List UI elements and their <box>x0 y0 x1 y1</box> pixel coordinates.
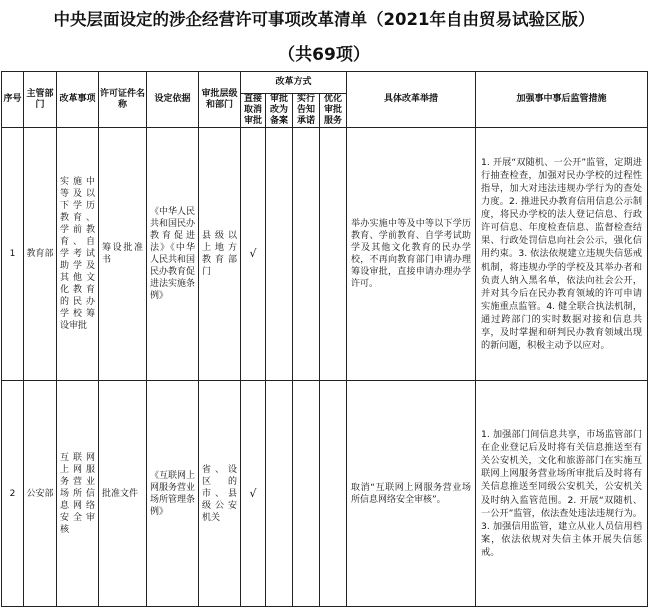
row-measures: 取消“互联网上网服务营业场所信息网络安全审核”。 <box>347 381 476 607</box>
row-to-filing <box>266 128 293 381</box>
header-optimize-service: 优化审批服务 <box>320 94 347 128</box>
header-direct-cancel: 直接取消审批 <box>241 94 266 128</box>
row-to-filing <box>266 381 293 607</box>
header-approval: 审批层级和部门 <box>199 72 241 128</box>
document-subtitle: （共69项） <box>278 45 370 65</box>
header-item: 改革事项 <box>57 72 99 128</box>
row-approval: 县级以上地方教育部门 <box>199 128 241 381</box>
row-optimize-service <box>320 381 347 607</box>
row-supervision: 1. 开展“双随机、一公开”监管，定期进行抽查检查，加强对民办学校的过程性指导，加大对违法违规办学行为的查处力度。2. 推进民办教育信用信息公示制度，将民办学校的法人登记信息、行政许可信息、年度检查信息、监督检查结果、行政处罚信息向社会公示，强化信用约束。3. 依法依规建立违规失信惩戒机制，将违规办学的学校及其举办者和负责人纳入黑名单，依法向社会公开，并对其今后在民办教育领域的许可申请实施重点监管。4. 健全联合执法机制，通过跨部门的实时数据对接和信息共享，及时掌握和研判民办教育领域出现的新问题，积极主动予以应对。 <box>476 128 648 381</box>
row-optimize-service <box>320 128 347 381</box>
header-seq: 序号 <box>2 72 24 128</box>
row-item: 实施中等及以下学历教育、学前教育、自学考试助学及其他文化教育的民办学校筹设审批 <box>57 128 99 381</box>
row-supervision: 1. 加强部门间信息共享，市场监管部门在企业登记后及时将有关信息推送至有关公安机关，文化和旅游部门在实施互联网上网服务营业场所审批后及时将有关信息推送至同级公安机关，公安机关及时纳入监管范围。2. 开展“双随机、一公开”监管，依法查处违法违规行为。3. 加强信用监管，建立从业人员信用档案，依法依规对失信主体开展失信惩戒。 <box>476 381 648 607</box>
row-notify-commit <box>293 381 320 607</box>
check-mark-icon: √ <box>241 128 266 381</box>
row-seq: 2 <box>2 381 24 607</box>
row-seq: 1 <box>2 128 24 381</box>
header-basis: 设定依据 <box>147 72 199 128</box>
header-measures: 具体改革举措 <box>347 72 476 128</box>
header-dept: 主管部门 <box>24 72 57 128</box>
row-measures: 举办实施中等及中等以下学历教育、学前教育、自学考试助学及其他文化教育的民办学校，不再向教育部门申请办理筹设审批，直接申请办理办学许可。 <box>347 128 476 381</box>
header-license: 许可证件名称 <box>99 72 147 128</box>
header-row-1 <box>2 72 648 94</box>
row-basis: 《互联网上网服务营业场所管理条例》 <box>147 381 199 607</box>
header-to-filing: 审批改为备案 <box>266 94 293 128</box>
header-notify-commit: 实行告知承诺 <box>293 94 320 128</box>
table-row <box>2 381 648 607</box>
reform-table <box>1 71 648 607</box>
row-basis: 《中华人民共和国民办教育促进法》《中华人民共和国民办教育促进法实施条例》 <box>147 128 199 381</box>
header-reform-group: 改革方式 <box>241 72 347 94</box>
row-dept: 教育部 <box>24 128 57 381</box>
row-license: 筹设批准书 <box>99 128 147 381</box>
header-supervision: 加强事中事后监管措施 <box>476 72 648 128</box>
row-dept: 公安部 <box>24 381 57 607</box>
row-item: 互联网上网服务营业场所信息网络安全审核 <box>57 381 99 607</box>
check-mark-icon: √ <box>241 381 266 607</box>
row-notify-commit <box>293 128 320 381</box>
table-row <box>2 128 648 381</box>
document-title: 中央层面设定的涉企经营许可事项改革清单（2021年自由贸易试验区版） <box>53 10 595 29</box>
row-license: 批准文件 <box>99 381 147 607</box>
row-approval: 省、设区的市、县级公安机关 <box>199 381 241 607</box>
